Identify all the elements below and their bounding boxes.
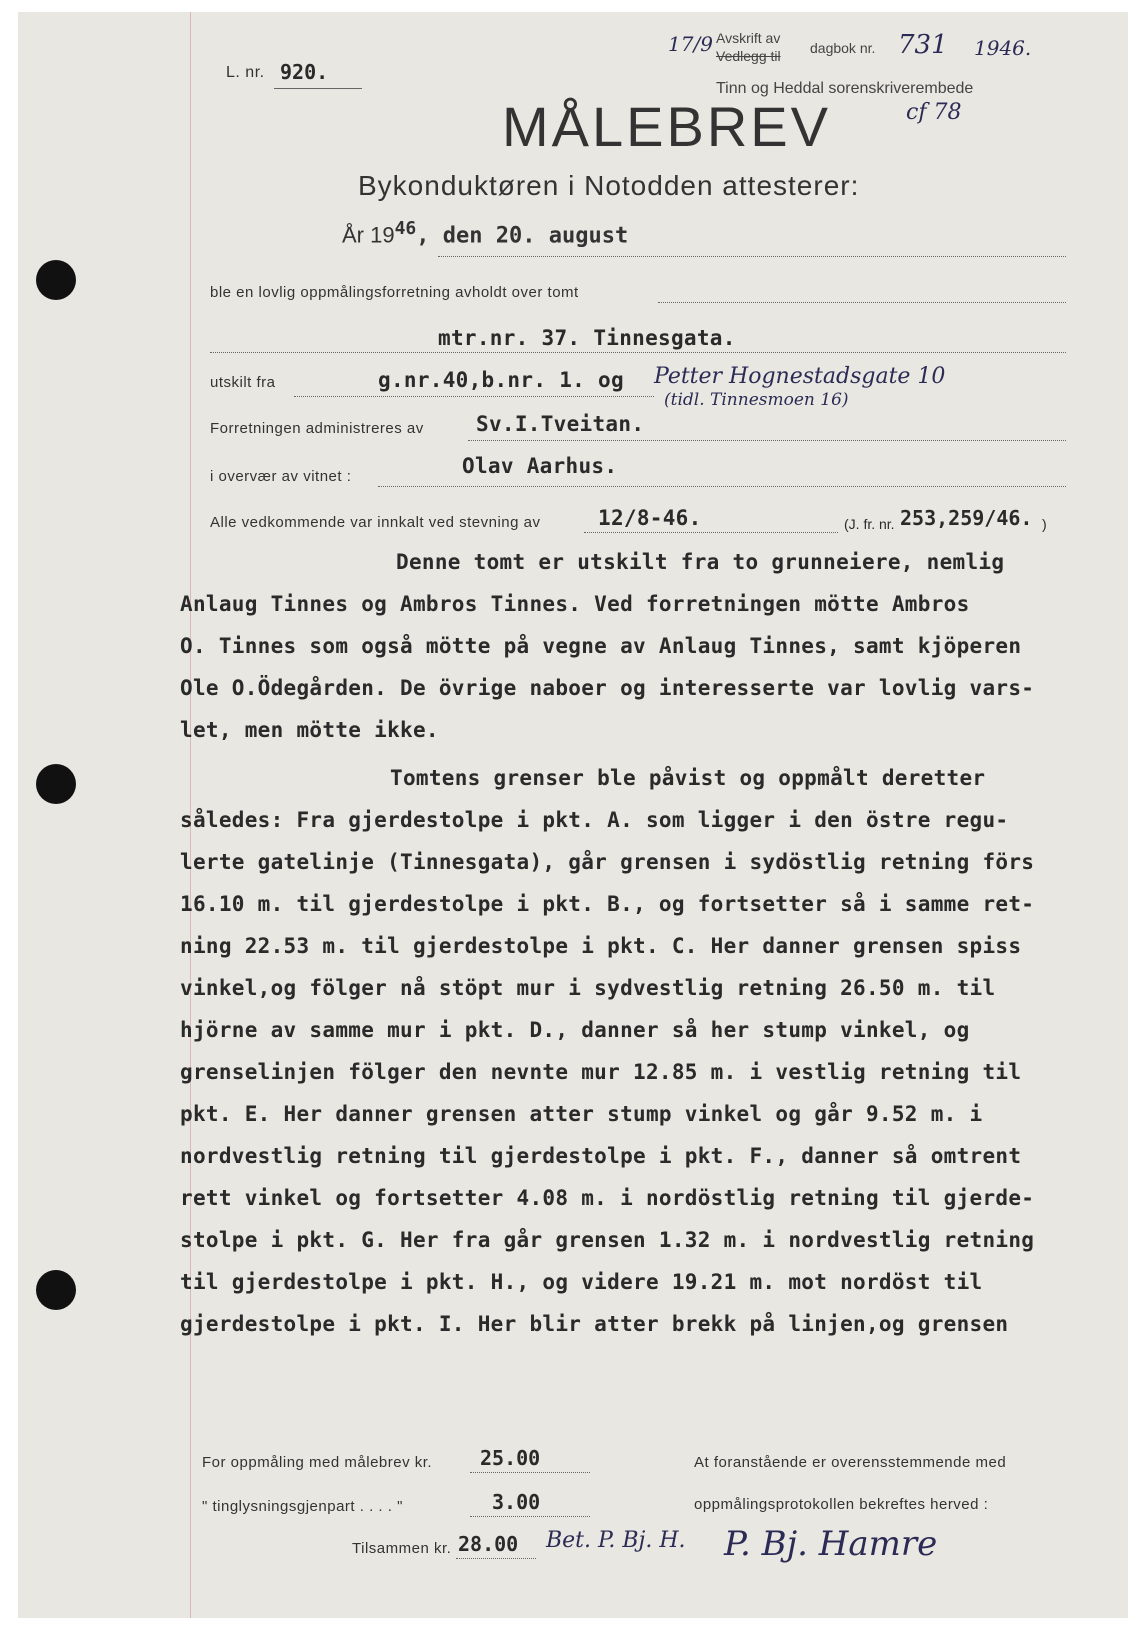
- body-line: Denne tomt er utskilt fra to grunneiere, nemlig: [396, 550, 1005, 574]
- held-over-dotline: [658, 302, 1066, 303]
- fee-total-dotline: [456, 1558, 536, 1559]
- body-line: ning 22.53 m. til gjerdestolpe i pkt. C. Her danner grensen spiss: [180, 934, 1022, 958]
- admin-dotline: [468, 440, 1066, 441]
- held-over-label: ble en lovlig oppmålingsforretning avholdt over tomt: [210, 284, 579, 301]
- body-line: således: Fra gjerdestolpe i pkt. A. som ligger i den östre regu-: [180, 808, 1009, 832]
- summons-dotline: [584, 532, 838, 533]
- lnr-underline: [274, 88, 362, 89]
- utskilt-handwritten-2: (tidl. Tinnesmoen 16): [664, 390, 849, 410]
- cert-line-2: oppmålingsprotokollen bekreftes herved :: [694, 1496, 989, 1513]
- paid-note: Bet. P. Bj. H.: [546, 1528, 686, 1553]
- body-line: rett vinkel og fortsetter 4.08 m. i nordöstlig retning til gjerde-: [180, 1186, 1035, 1210]
- admin-value: Sv.I.Tveitan.: [476, 412, 645, 436]
- admin-label: Forretningen administreres av: [210, 420, 424, 437]
- ref-note: cf 78: [906, 100, 962, 125]
- jfr-close: ): [1042, 516, 1047, 532]
- document-page: [18, 12, 1128, 1618]
- lnr-value: 920.: [280, 60, 329, 84]
- witness-label: i overvær av vitnet :: [210, 468, 352, 485]
- body-line: Tomtens grenser ble påvist og oppmålt deretter: [390, 766, 986, 790]
- fee-total-label: Tilsammen kr.: [352, 1540, 452, 1557]
- body-line: vinkel,og fölger nå stöpt mur i sydvestlig retning 26.50 m. til: [180, 976, 996, 1000]
- body-line: til gjerdestolpe i pkt. H., og videre 19.21 m. mot nordöst til: [180, 1270, 983, 1294]
- jfr-value: 253,259/46.: [900, 506, 1033, 530]
- date-dotline: [438, 256, 1066, 257]
- stamp-dagbok-label: dagbok nr.: [810, 40, 876, 56]
- signature: P. Bj. Hamre: [724, 1524, 938, 1564]
- utskilt-dotline: [294, 396, 654, 397]
- date-rest: , den 20. august: [416, 223, 629, 249]
- body-line: Anlaug Tinnes og Ambros Tinnes. Ved forretningen mötte Ambros: [180, 592, 970, 616]
- stamp-year: 1946.: [974, 36, 1032, 60]
- fee-oppmaling-label: For oppmåling med målebrev kr.: [202, 1454, 433, 1471]
- office-stamp: Tinn og Heddal sorenskriverembede: [716, 80, 974, 97]
- fee-oppmaling-dotline: [470, 1472, 590, 1473]
- body-line: hjörne av samme mur i pkt. D., danner så her stump vinkel, og: [180, 1018, 970, 1042]
- stamp-line-2: Vedlegg til: [716, 48, 781, 64]
- document-subtitle: Bykonduktøren i Notodden attesterer:: [358, 170, 860, 201]
- body-line: O. Tinnes som også mötte på vegne av Anlaug Tinnes, samt kjöperen: [180, 634, 1022, 658]
- witness-dotline: [378, 486, 1066, 487]
- fee-total-value: 28.00: [458, 1532, 519, 1556]
- body-line: stolpe i pkt. G. Her fra går grensen 1.32 m. i nordvestlig retning: [180, 1228, 1035, 1252]
- utskilt-label: utskilt fra: [210, 374, 276, 391]
- dagbok-number: 731: [898, 30, 948, 60]
- body-line: gjerdestolpe i pkt. I. Her blir atter brekk på linjen,og grensen: [180, 1312, 1009, 1336]
- body-line: nordvestlig retning til gjerdestolpe i pkt. F., danner så omtrent: [180, 1144, 1022, 1168]
- body-line: Ole O.Ödegården. De övrige naboer og interesserte var lovlig vars-: [180, 676, 1035, 700]
- jfr-label: (J. fr. nr.: [844, 516, 895, 532]
- body-line: pkt. E. Her danner grensen atter stump vinkel og går 9.52 m. i: [180, 1102, 983, 1126]
- summons-value: 12/8-46.: [598, 506, 702, 530]
- fee-tinglysning-label: " tinglysningsgjenpart . . . . ": [202, 1498, 403, 1515]
- body-line: 16.10 m. til gjerdestolpe i pkt. B., og fortsetter så i samme ret-: [180, 892, 1035, 916]
- stamp-line-1: Avskrift av: [716, 30, 781, 46]
- date-stamp: 17/9: [668, 32, 713, 56]
- witness-value: Olav Aarhus.: [462, 454, 618, 478]
- fee-tinglysning-value: 3.00: [492, 1490, 541, 1514]
- tomt-dotline: [210, 352, 1066, 353]
- fee-oppmaling-value: 25.00: [480, 1446, 541, 1470]
- body-line: let, men mötte ikke.: [180, 718, 439, 742]
- binder-hole: [36, 764, 76, 804]
- document-title: MÅLEBREV: [502, 95, 831, 158]
- tomt-value: mtr.nr. 37. Tinnesgata.: [438, 326, 736, 350]
- date-year-suffix: 46: [394, 218, 417, 239]
- summons-label: Alle vedkommende var innkalt ved stevning av: [210, 514, 541, 531]
- utskilt-handwritten-1: Petter Hognestadsgate 10: [654, 364, 946, 389]
- binder-hole: [36, 1270, 76, 1310]
- date-line: [342, 218, 628, 248]
- lnr-label: L. nr.: [226, 64, 265, 81]
- body-line: lerte gatelinje (Tinnesgata), går grensen i sydöstlig retning förs: [180, 850, 1035, 874]
- cert-line-1: At foranstående er overensstemmende med: [694, 1454, 1007, 1471]
- body-line: grenselinjen fölger den nevnte mur 12.85 m. i vestlig retning til: [180, 1060, 1022, 1084]
- fee-tinglysning-dotline: [470, 1516, 590, 1517]
- date-prefix: År 19: [342, 222, 395, 248]
- utskilt-value: g.nr.40,b.nr. 1. og: [378, 368, 624, 392]
- binder-hole: [36, 260, 76, 300]
